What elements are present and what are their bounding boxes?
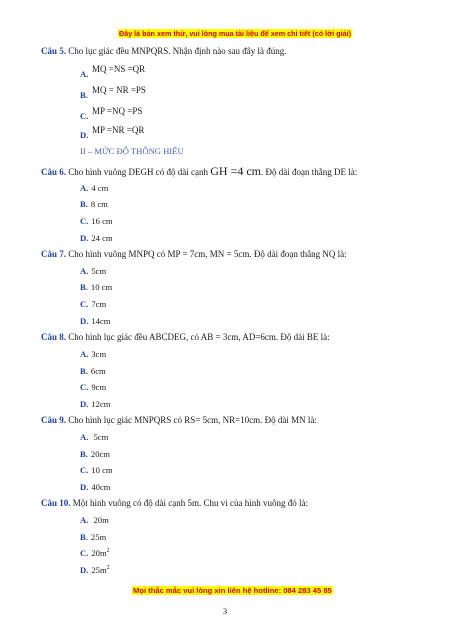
q8-option-c [80,382,106,392]
option-letter: C. [80,111,89,121]
option-text: 9cm [91,382,107,392]
option-letter: B. [80,282,88,292]
page-number: 3 [222,606,228,616]
option-letter: B. [80,199,88,209]
option-text: 12cm [91,399,111,409]
option-text: MQ = NR =PS [92,85,146,95]
question-6 [41,164,357,179]
q10-option-b [80,532,106,542]
option-text: 5cm [91,432,109,442]
q9-option-c [80,465,113,475]
question-7-text: Cho hình vuông MNPQ có MP = 7cm, MN = 5cm. Độ dài đoạn thẳng NQ là: [68,249,347,259]
option-text: 3cm [91,349,107,359]
question-5-text: Cho lục giác đều MNPQRS. Nhận định nào sau đây là đúng. [68,46,287,56]
option-text: 14cm [91,316,111,326]
option-letter: A. [80,349,89,359]
superscript: 2 [106,548,110,555]
option-letter: D. [80,482,89,492]
option-letter: C. [80,465,89,475]
option-text: MP =NQ =PS [92,106,143,116]
option-text: 24 cm [91,233,113,243]
option-text: 25m [90,532,107,542]
q9-option-d [80,482,110,492]
hotline-footer: Mọi thắc mắc vui lòng xin liên hệ hotline: 084 283 45 85 [133,586,332,595]
q6-option-c [80,216,113,226]
q6-option-b [80,199,108,209]
option-text: 20m [91,515,109,525]
option-text: 7cm [91,299,107,309]
option-letter: A. [80,266,89,276]
option-text: 6cm [90,366,106,376]
option-text: 20cm [90,449,110,459]
option-text: 20m [91,548,107,558]
option-letter: A. [80,515,89,525]
option-text: MQ =NS =QR [92,64,146,74]
option-letter: B. [80,449,88,459]
question-9-text: Cho hình lục giác MNPQRS có RS= 5cm, NR=10cm. Độ dài MN là: [68,415,317,425]
option-letter: C. [80,216,89,226]
section-title: II – MỨC ĐỘ THÔNG HIỂU [80,146,184,156]
question-10 [41,498,308,508]
option-letter: B. [80,366,88,376]
question-8 [41,332,330,342]
question-9-number: Câu 9. [41,415,67,425]
option-letter: C. [80,382,89,392]
q9-option-b [80,449,110,459]
question-6-math: GH =4 cm [210,164,262,178]
q7-option-d [80,316,110,326]
option-letter: A. [80,432,89,442]
option-letter: C. [80,548,89,558]
option-letter: D. [80,399,89,409]
q8-option-d [80,399,110,409]
option-text: 8 cm [90,199,108,209]
option-letter: D. [80,316,89,326]
q8-option-b [80,366,106,376]
option-letter: A. [80,183,89,193]
question-8-number: Câu 8. [41,332,67,342]
option-text: 16 cm [91,216,113,226]
option-letter: C. [80,299,89,309]
option-letter: B. [80,532,88,542]
q8-option-a [80,349,106,359]
option-text: 25m [91,565,107,575]
question-6-text-after: . Độ dài đoạn thẳng DE là: [261,167,358,177]
question-8-text: Cho hình lục giác đều ABCDEG, có AB = 3cm, AD=6cm. Độ dài BE là: [68,332,330,342]
question-10-number: Câu 10. [41,498,71,508]
option-letter: B. [80,90,88,100]
option-letter: D. [80,565,89,575]
option-letter: D. [80,233,89,243]
preview-banner: Đây là bản xem thử, vui lòng mua tài liệu để xem chi tiết (có lời giải) [119,29,351,38]
question-7-number: Câu 7. [41,249,67,259]
q9-option-a [80,432,108,442]
q7-option-a [80,266,106,276]
superscript: 2 [106,565,110,572]
q7-option-c [80,299,106,309]
q7-option-b [80,282,112,292]
option-text: 10 cm [91,465,113,475]
question-10-text: Một hình vuông có độ dài cạnh 5m. Chu vi của hình vuông đó là: [72,498,308,508]
question-6-text: Cho hình vuông DEGH có độ dài cạnh [68,167,208,177]
option-letter: D. [80,130,89,140]
q10-option-d [80,565,110,575]
q6-option-d [80,233,113,243]
question-9 [41,415,317,425]
question-6-number: Câu 6. [41,167,67,177]
option-text: 40cm [91,482,111,492]
q6-option-a [80,183,108,193]
option-text: 4 cm [91,183,109,193]
question-5 [41,46,287,56]
question-5-number: Câu 5. [41,46,67,56]
option-text: MP =NR =QR [92,125,145,135]
option-text: 10 cm [90,282,113,292]
q10-option-a [80,515,109,525]
option-letter: A. [80,69,89,79]
option-text: 5cm [91,266,107,276]
question-7 [41,249,347,259]
q10-option-c [80,548,110,558]
